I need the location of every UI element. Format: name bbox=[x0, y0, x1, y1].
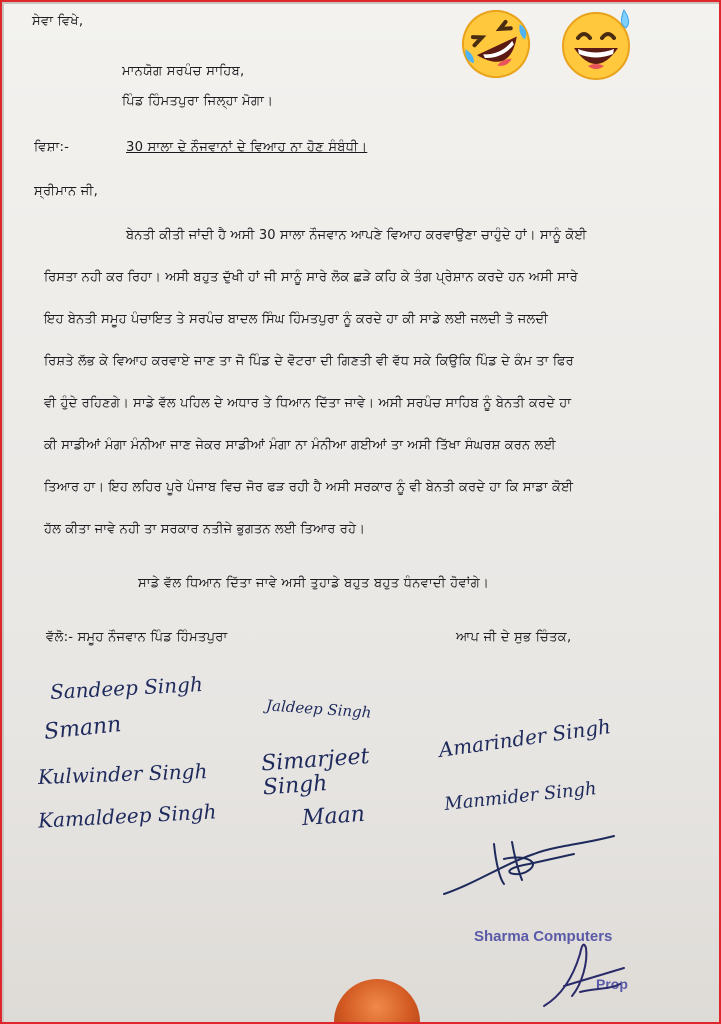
closing-line: ਸਾਡੇ ਵੱਲ ਧਿਆਨ ਦਿੱਤਾ ਜਾਵੇ ਅਸੀ ਤੁਹਾਡੇ ਬਹੁਤ ਬਹੁਤ ਧੰਨਵਾਦੀ ਹੋਵਾਂਗੇ। bbox=[138, 576, 490, 591]
thumb bbox=[334, 979, 420, 1024]
scribble-signature bbox=[434, 824, 634, 904]
stamp-signature bbox=[524, 934, 634, 1014]
grinning-sweat-emoji-icon bbox=[558, 6, 634, 82]
signature-amarinder: Amarinder Singh bbox=[437, 714, 613, 762]
subject-text: 30 ਸਾਲਾ ਦੇ ਨੌਜਵਾਨਾਂ ਦੇ ਵਿਆਹ ਨਾ ਹੋਣ ਸੰਬੰਧੀ। bbox=[126, 140, 368, 155]
body-line: ਤਿਆਰ ਹਾ। ਇਹ ਲਹਿਰ ਪੂਰੇ ਪੰਜਾਬ ਵਿਚ ਜੋਰ ਫੜ ਰਹੀ ਹੈ ਅਸੀ ਸਰਕਾਰ ਨੂੰ ਵੀ ਬੇਨਤੀ ਕਰਦੇ ਹਾ ਕਿ ਸਾਡਾ ਕੋਈ bbox=[44, 480, 574, 495]
body-line: ਹੱਲ ਕੀਤਾ ਜਾਵੇ ਨਹੀ ਤਾ ਸਰਕਾਰ ਨਤੀਜੇ ਭੁਗਤਨ ਲਈ ਤਿਆਰ ਰਹੇ। bbox=[44, 522, 366, 537]
stamp-name: Sharma Computers bbox=[474, 928, 613, 945]
salutation-top: ਸੇਵਾ ਵਿਖੇ, bbox=[32, 14, 84, 29]
well-wisher-line: ਆਪ ਜੀ ਦੇ ਸੁਭ ਚਿੰਤਕ, bbox=[456, 630, 572, 645]
stamp-role: Prop bbox=[596, 976, 628, 992]
signature-kamaldeep: Kamaldeep Singh bbox=[37, 799, 217, 833]
subject-label: ਵਿਸ਼ਾ:- bbox=[34, 140, 70, 155]
body-line: ਇਹ ਬੇਨਤੀ ਸਮੂਹ ਪੰਚਾਇਤ ਤੇ ਸਰਪੰਚ ਬਾਦਲ ਸਿੰਘ ਹਿੰਮਤਪੁਰਾ ਨੂੰ ਕਰਦੇ ਹਾ ਕੀ ਸਾਡੇ ਲਈ ਜਲਦੀ ਤੋ ਜਲਦੀ bbox=[44, 312, 549, 327]
body-line: ਰਿਸਤਾ ਨਹੀ ਕਰ ਰਿਹਾ। ਅਸੀ ਬਹੁਤ ਦੁੱਖੀ ਹਾਂ ਜੀ ਸਾਨੂੰ ਸਾਰੇ ਲੋਕ ਛੜੇ ਕਹਿ ਕੇ ਤੰਗ ਪ੍ਰੇਸ਼ਾਨ ਕਰਦੇ ਹਨ ਅਸੀ ਸਾਰੇ bbox=[44, 270, 578, 285]
addressee-line1: ਮਾਨਯੋਗ ਸਰਪੰਚ ਸਾਹਿਬ, bbox=[122, 64, 245, 79]
signature-smann: Smann bbox=[42, 712, 123, 745]
addressee-line2: ਪਿੰਡ ਹਿੰਮਤਪੁਰਾ ਜਿਲ੍ਹਾ ਮੋਗਾ। bbox=[122, 94, 274, 109]
body-line: ਵੀ ਹੁੰਦੇ ਰਹਿਣਗੇ। ਸਾਡੇ ਵੱਲ ਪਹਿਲ ਦੇ ਅਧਾਰ ਤੇ ਧਿਆਨ ਦਿੱਤਾ ਜਾਵੇ। ਅਸੀ ਸਰਪੰਚ ਸਾਹਿਬ ਨੂੰ ਬੇਨਤੀ ਕਰਦੇ ਹਾ bbox=[44, 396, 572, 411]
signature-sandeep: Sandeep Singh bbox=[49, 672, 204, 704]
from-line: ਵੱਲੋ:- ਸਮੂਹ ਨੌਜਵਾਨ ਪਿੰਡ ਹਿੰਮਤਪੁਰਾ bbox=[46, 630, 228, 645]
body-line: ਕੀ ਸਾਡੀਆਂ ਮੰਗਾ ਮੰਨੀਆ ਜਾਣ ਜੇਕਰ ਸਾਡੀਆਂ ਮੰਗਾ ਨਾ ਮੰਨੀਆ ਗਈਆਂ ਤਾ ਅਸੀ ਤਿੱਖਾ ਸੰਘਰਸ਼ ਕਰਨ ਲਈ bbox=[44, 438, 556, 453]
body-line: ਬੇਨਤੀ ਕੀਤੀ ਜਾਂਦੀ ਹੈ ਅਸੀ 30 ਸਾਲਾ ਨੌਜਵਾਨ ਆਪਣੇ ਵਿਆਹ ਕਰਵਾਉਣਾ ਚਾਹੁੰਦੇ ਹਾਂ। ਸਾਨੂੰ ਕੋਈ bbox=[126, 228, 587, 243]
signature-jaldeep: Jaldeep Singh bbox=[265, 696, 372, 722]
signature-maan: Maan bbox=[301, 801, 366, 832]
signature-kulwinder: Kulwinder Singh bbox=[37, 759, 208, 789]
body-line: ਰਿਸ਼ਤੇ ਲੱਭ ਕੇ ਵਿਆਹ ਕਰਵਾਏ ਜਾਣ ਤਾ ਜੋ ਪਿੰਡ ਦੇ ਵੋਟਰਾ ਦੀ ਗਿਣਤੀ ਵੀ ਵੱਧ ਸਕੇ ਕਿਉਕਿ ਪਿੰਡ ਦੇ ਕੰਮ ਤਾ ਫਿਰ bbox=[44, 354, 574, 369]
signature-manmider: Manmider Singh bbox=[443, 778, 598, 815]
rolling-laughing-emoji-icon bbox=[458, 6, 534, 82]
signature-simarjeet: Simarjeet Singh bbox=[260, 744, 371, 801]
letter-paper bbox=[4, 4, 721, 1024]
greeting: ਸ੍ਰੀਮਾਨ ਜੀ, bbox=[34, 184, 98, 199]
